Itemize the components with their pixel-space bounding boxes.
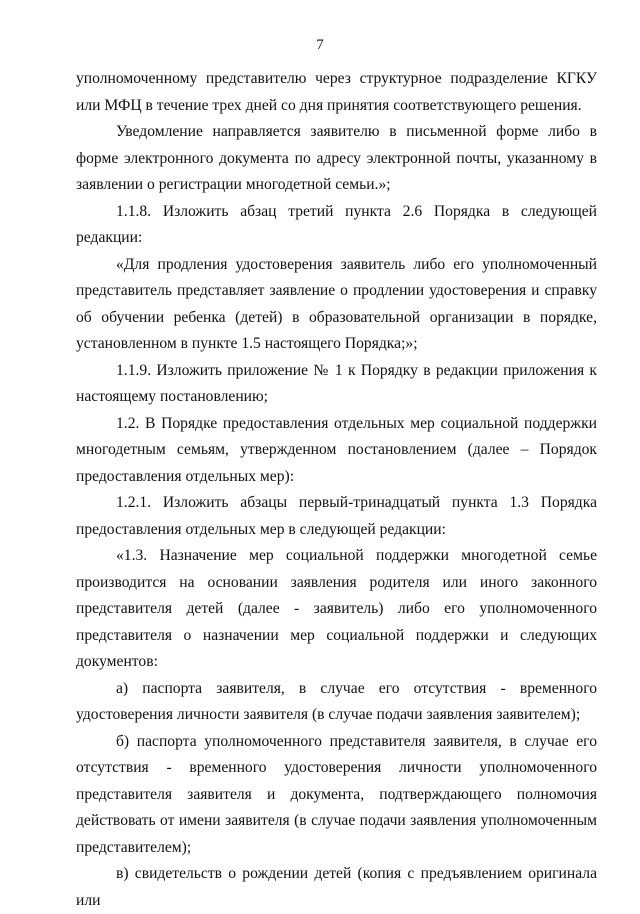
paragraph-1-3-quote: «1.3. Назначение мер социальной поддержки многодетной семье производится на основании заявления родителя или иного законного представителя детей (далее - заявитель) либо его уполномоченного представителя о назначении мер социальной поддержки и следующих документов: <box>76 547 597 670</box>
list-item-v: в) свидетельств о рождении детей (копия с предъявлением оригинала или <box>76 865 597 909</box>
paragraph-1-1-9: 1.1.9. Изложить приложение № 1 к Порядку в редакции приложения к настоящему постановлению; <box>76 361 597 405</box>
paragraph-1-1-8: 1.1.8. Изложить абзац третий пункта 2.6 Порядка в следующей редакции: <box>76 202 597 246</box>
paragraph-notification: Уведомление направляется заявителю в письменной форме либо в форме электронного документа по адресу электронной почты, указанному в заявлении о регистрации многодетной семьи.»; <box>76 123 597 193</box>
document-body <box>76 66 597 914</box>
paragraph-renewal-quote: «Для продления удостоверения заявитель либо его уполномоченный представитель представляет заявление о продлении удостоверения и справку об обучении ребенка (детей) в образовательной организации в порядке, установленном в пункте 1.5 настоящего Порядка;»; <box>76 255 597 352</box>
page-number: 7 <box>316 37 324 53</box>
paragraph-continuation: уполномоченному представителю через структурное подразделение КГКУ или МФЦ в течение трех дней со дня принятия соответствующего решения. <box>76 70 597 114</box>
list-item-a: а) паспорта заявителя, в случае его отсутствия - временного удостоверения личности заявителя (в случае подачи заявления заявителем); <box>76 679 597 723</box>
paragraph-1-2-1: 1.2.1. Изложить абзацы первый-тринадцатый пункта 1.3 Порядка предоставления отдельных мер в следующей редакции: <box>76 494 597 538</box>
paragraph-1-2: 1.2. В Порядке предоставления отдельных мер социальной поддержки многодетным семьям, утвержденном постановлением (далее – Порядок предоставления отдельных мер): <box>76 414 597 485</box>
list-item-b: б) паспорта уполномоченного представителя заявителя, в случае его отсутствия - временного удостоверения личности уполномоченного представителя заявителя и документа, подтверждающего полномочия действовать от имени заявителя (в случае подачи заявления уполномоченным представителем); <box>76 732 597 856</box>
